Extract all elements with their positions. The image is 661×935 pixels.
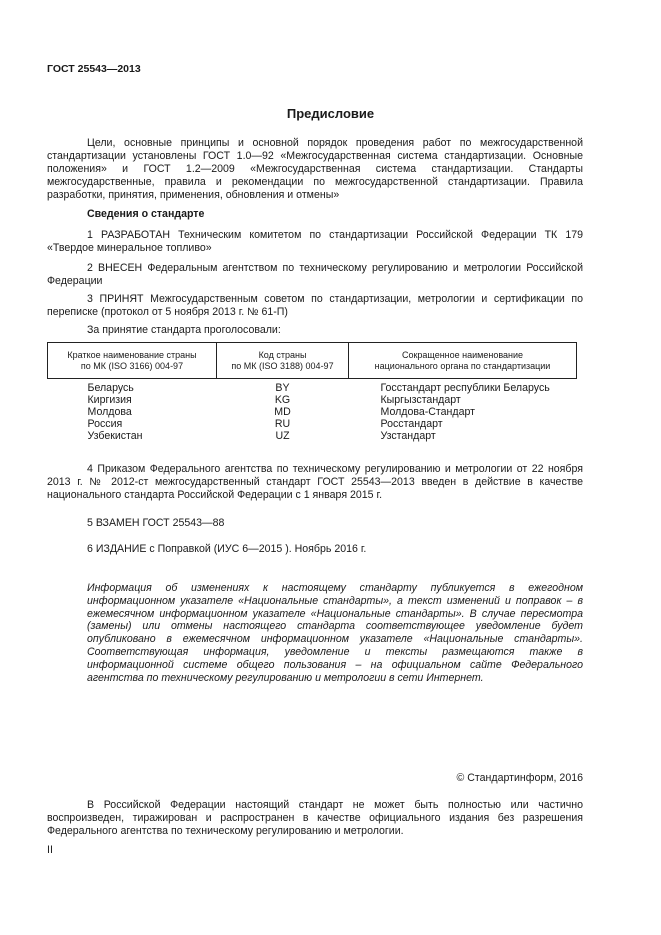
table-row (48, 418, 577, 430)
intro-text: Цели, основные принципы и основной порядок проведения работ по межгосударственной стандартизации установлены ГОСТ 1.0—92 «Межгосударственная система стандартизации. Основные положения» и ГОСТ 1.2—2009 «Межгосударственная система стандартизации. Стандарты межгосударственные, правила и рекомендации по межгосударственной стандартизации. Правила разработки, принятия, применения, обновления и отмены» (47, 137, 583, 201)
code-cell: BY (275, 382, 290, 394)
country-header-line1: Краткое наименование страны (67, 349, 197, 360)
body-header-line1: Сокращенное наименование (401, 349, 524, 360)
body-cell: Узстандарт (380, 430, 436, 442)
item-developed (47, 229, 583, 255)
item-introduced (47, 262, 583, 288)
item-introduced-text: 2 ВНЕСЕН Федеральным агентством по техническому регулированию и метрологии Российской Федерации (47, 262, 583, 287)
item-order (47, 463, 583, 502)
body-header-line2: национального органа по стандартизации (374, 360, 551, 371)
country-cell: Молдова (87, 406, 132, 418)
body-cell: Молдова-Стандарт (380, 406, 475, 418)
country-header-line2: по МК (ISO 3166) 004-97 (80, 360, 184, 371)
info-notice: Информация об изменениях к настоящему стандарту публикуется в ежегодном информационном указателе «Национальные стандарты», а текст изменений и поправок – в ежемесячном информационном указателе «Национальные стандарты». В случае пересмотра (замены) или отмены настоящего стандарта соответствующее уведомление будет опубликовано в ежемесячном информационном указателе «Национальные стандарты». Соответствующая информация, уведомление и тексты размещаются также в информационной системе общего пользования – на официальном сайте Федерального агентства по техническому регулированию и метрологии в сети Интернет. (87, 582, 583, 684)
code-cell: RU (274, 418, 291, 430)
body-cell: Кыргызстандарт (380, 394, 461, 406)
code-header (217, 343, 349, 379)
item-replaces: 5 ВЗАМЕН ГОСТ 25543—88 (87, 517, 225, 529)
country-header (48, 343, 217, 379)
page-title: Предисловие (286, 106, 375, 121)
body-cell: Росстандарт (380, 418, 443, 430)
item-adopted (47, 293, 583, 319)
code-header-line2: по МК (ISO 3188) 004-97 (231, 360, 334, 371)
item-adopted-text: 3 ПРИНЯТ Межгосударственным советом по стандартизации, метрологии и сертификации по переписке (протокол от 5 ноября 2013 г. № 61-П) (47, 293, 583, 318)
reproduction-notice (47, 799, 583, 838)
body-header (349, 343, 577, 379)
votes-header-row (48, 343, 577, 379)
table-row (48, 379, 577, 395)
votes-table (47, 342, 577, 442)
item-developed-text: 1 РАЗРАБОТАН Техническим комитетом по стандартизации Российской Федерации ТК 179 «Твердое минеральное топливо» (47, 229, 583, 254)
country-cell: Беларусь (87, 382, 134, 394)
country-cell: Киргизия (87, 394, 132, 406)
reproduction-notice-text: В Российской Федерации настоящий стандарт не может быть полностью или частично воспроизведен, тиражирован и распространен в качестве официального издания без разрешения Федерального агентства по техническому регулированию и метрологии. (47, 799, 583, 837)
document-code: ГОСТ 25543—2013 (47, 63, 141, 75)
code-cell: MD (274, 406, 291, 418)
table-row (48, 394, 577, 406)
country-cell: Узбекистан (87, 430, 143, 442)
code-header-line1: Код страны (258, 349, 307, 360)
intro-paragraph (47, 137, 583, 202)
body-cell: Госстандарт республики Беларусь (380, 382, 550, 394)
code-cell: UZ (275, 430, 290, 442)
table-row (48, 430, 577, 442)
item-order-text: 4 Приказом Федерального агентства по техническому регулированию и метрологии от 22 ноября 2013 г. № 2012-ст межгосударственный стандарт ГОСТ 25543—2013 введен в действие в качестве национального стандарта Российской Федерации с 1 января 2015 г. (47, 463, 583, 501)
page-number: II (47, 844, 53, 856)
votes-caption: За принятие стандарта проголосовали: (87, 324, 281, 336)
country-cell: Россия (87, 418, 123, 430)
code-cell: KG (274, 394, 291, 406)
item-edition: 6 ИЗДАНИЕ с Поправкой (ИУС 6—2015 ). Ноябрь 2016 г. (87, 543, 367, 555)
table-row (48, 406, 577, 418)
copyright: © Стандартинформ, 2016 (456, 772, 583, 784)
standard-info-heading: Сведения о стандарте (87, 208, 205, 220)
